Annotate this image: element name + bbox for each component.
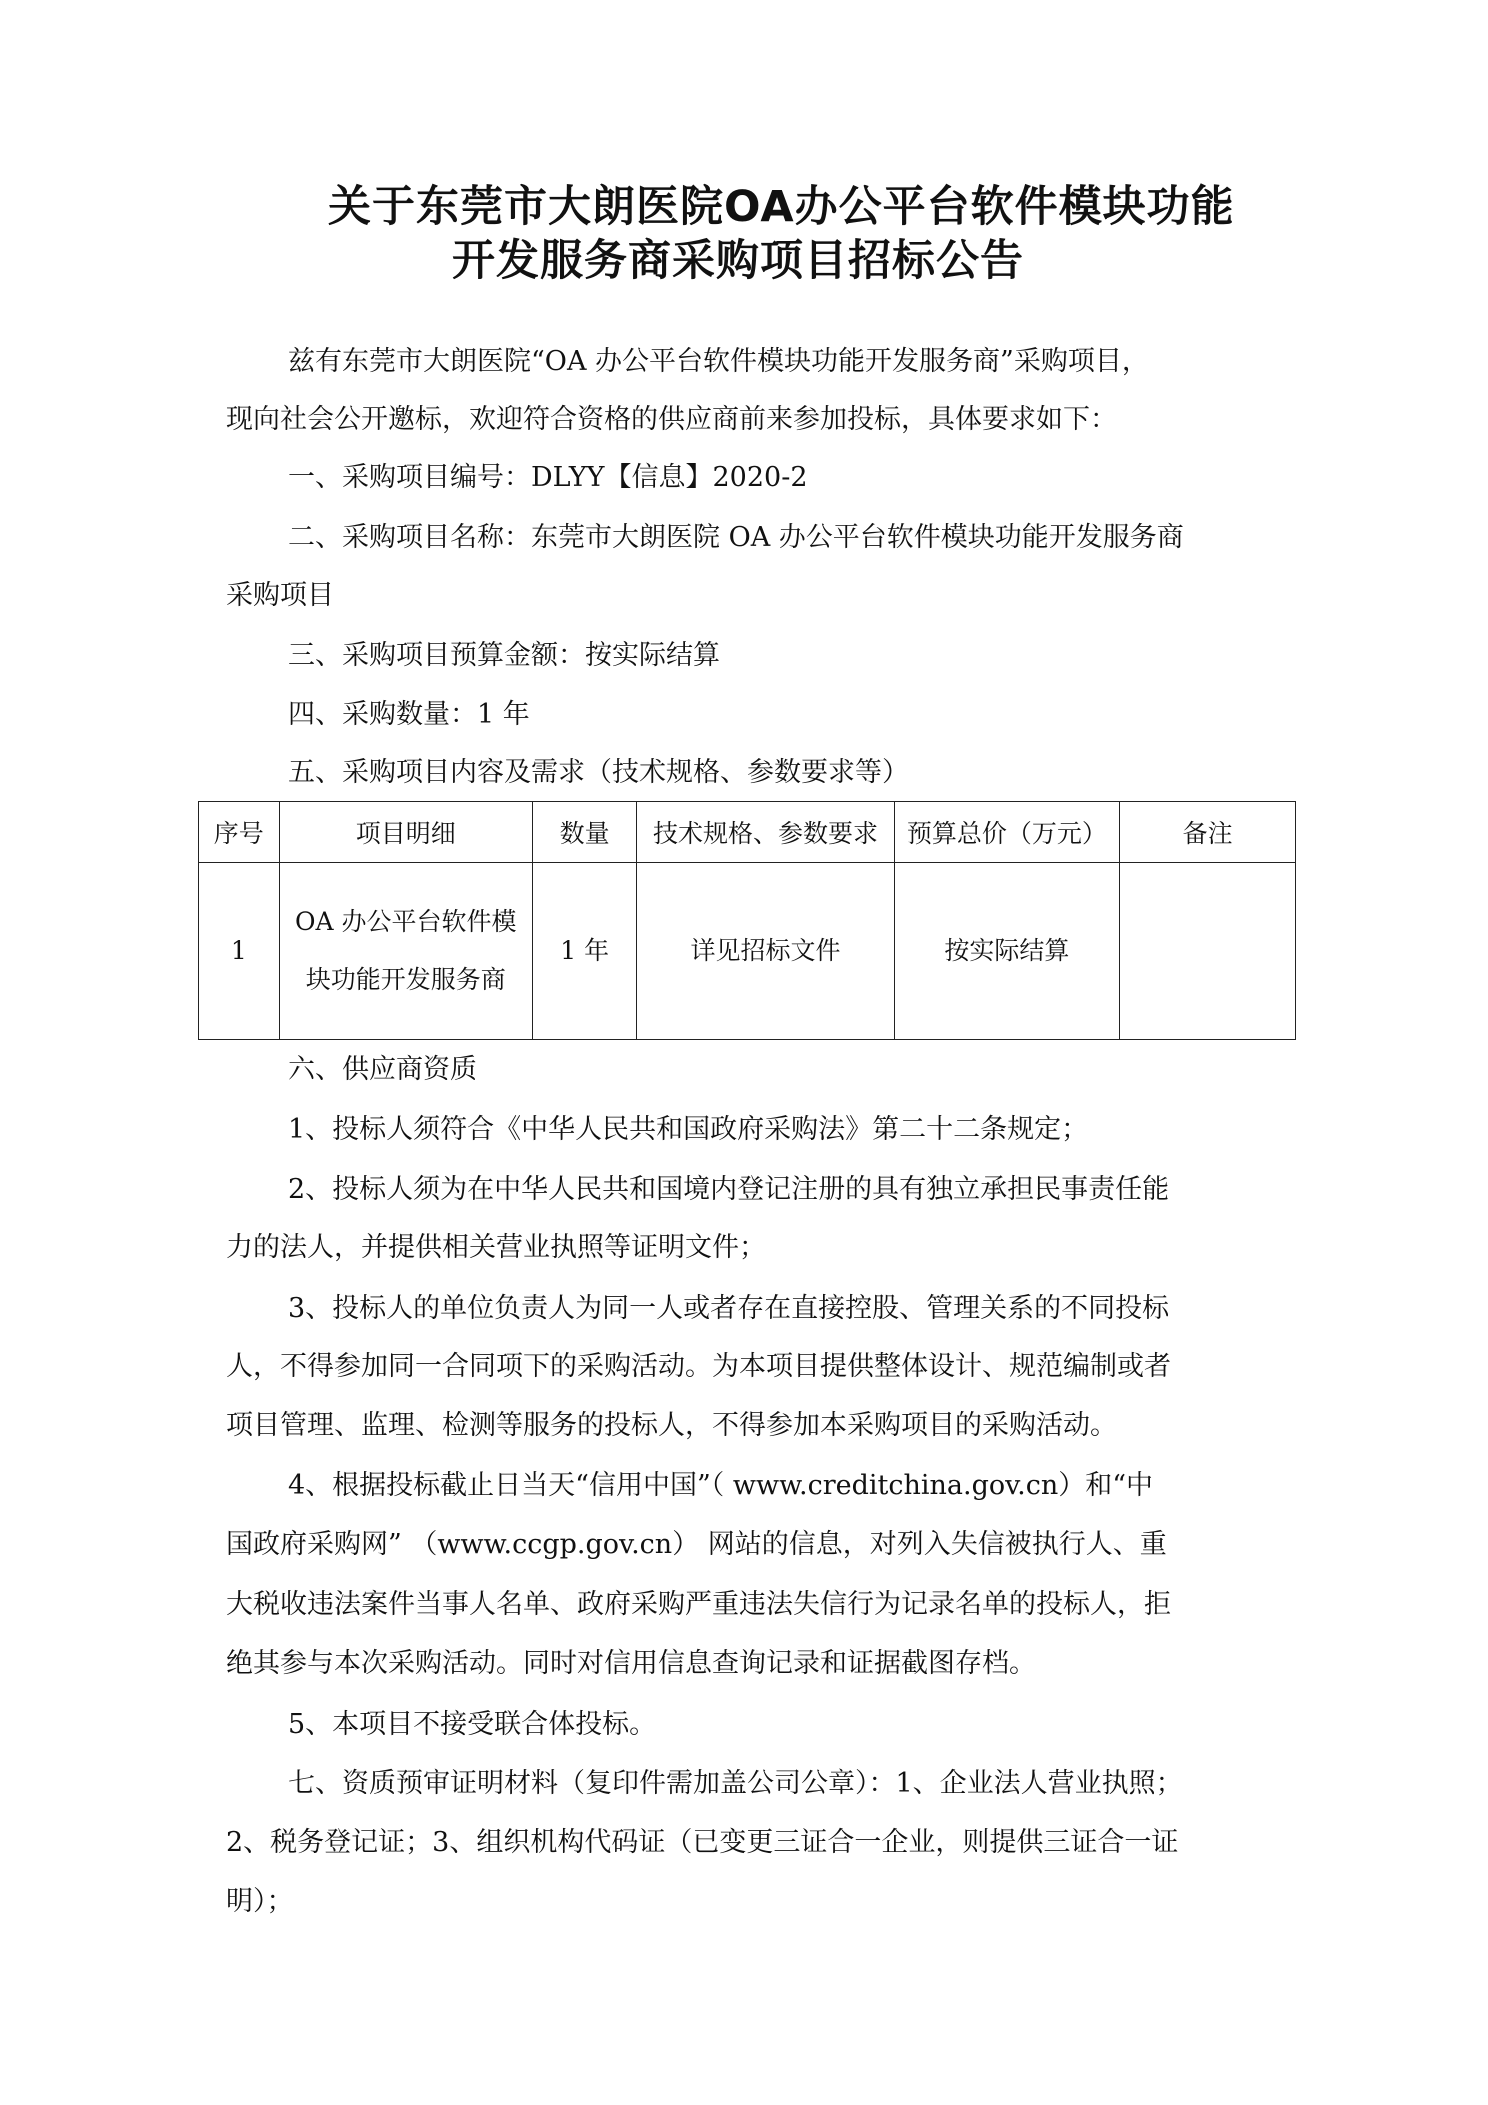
header-cell: 备注 xyxy=(1120,802,1296,863)
qualification-3-line1: 3、投标人的单位负责人为同一人或者存在直接控股、管理关系的不同投标 xyxy=(288,1293,1170,1324)
table-header-row xyxy=(199,802,1296,863)
item-seven-line2: 2、税务登记证；3、组织机构代码证（已变更三证合一企业，则提供三证合一证 xyxy=(226,1827,1179,1858)
item-one: 一、采购项目编号：DLYY【信息】2020-2 xyxy=(288,462,808,493)
row-budget-cell: 按实际结算 xyxy=(894,863,1120,1040)
row-quantity-cell: 1 年 xyxy=(533,863,637,1040)
requirements-table xyxy=(198,801,1296,1040)
document-title-line2: 开发服务商采购项目招标公告 xyxy=(452,236,1024,286)
document-title-line1: 关于东莞市大朗医院OA办公平台软件模块功能 xyxy=(328,182,1235,232)
intro-line1: 兹有东莞市大朗医院“OA 办公平台软件模块功能开发服务商”采购项目， xyxy=(288,346,1149,377)
item-two-line1: 二、采购项目名称：东莞市大朗医院 OA 办公平台软件模块功能开发服务商 xyxy=(288,522,1184,553)
qualification-4-line4: 绝其参与本次采购活动。同时对信用信息查询记录和证据截图存档。 xyxy=(226,1648,1036,1679)
row-note-cell xyxy=(1120,863,1296,1040)
qualification-4-line2: 国政府采购网” （www.ccgp.gov.cn） 网站的信息，对列入失信被执行人、重 xyxy=(226,1529,1167,1560)
qualification-2-line2: 力的法人，并提供相关营业执照等证明文件； xyxy=(226,1232,766,1263)
item-five: 五、采购项目内容及需求（技术规格、参数要求等） xyxy=(288,757,909,788)
item-two-line2: 采购项目 xyxy=(226,580,334,611)
header-cell: 数量 xyxy=(533,802,637,863)
qualification-4-line3: 大税收违法案件当事人名单、政府采购严重违法失信行为记录名单的投标人，拒 xyxy=(226,1589,1171,1620)
header-cell: 技术规格、参数要求 xyxy=(637,802,894,863)
qualification-3-line2: 人，不得参加同一合同项下的采购活动。为本项目提供整体设计、规范编制或者 xyxy=(226,1351,1171,1382)
qualification-4-line1: 4、根据投标截止日当天“信用中国”（ www.creditchina.gov.cn）和“中 xyxy=(288,1470,1154,1501)
item-seven-line3: 明）； xyxy=(226,1886,294,1917)
row-number-cell: 1 xyxy=(199,863,280,1040)
header-cell: 序号 xyxy=(199,802,280,863)
qualification-1: 1、投标人须符合《中华人民共和国政府采购法》第二十二条规定； xyxy=(288,1114,1089,1145)
header-cell: 项目明细 xyxy=(279,802,532,863)
item-four: 四、采购数量：1 年 xyxy=(288,699,530,730)
item-seven-line1: 七、资质预审证明材料（复印件需加盖公司公章）：1、企业法人营业执照； xyxy=(288,1768,1183,1799)
table-row xyxy=(199,863,1296,1040)
item-three: 三、采购项目预算金额：按实际结算 xyxy=(288,640,720,671)
item-six: 六、供应商资质 xyxy=(288,1054,477,1085)
row-spec-cell: 详见招标文件 xyxy=(637,863,894,1040)
qualification-2-line1: 2、投标人须为在中华人民共和国境内登记注册的具有独立承担民事责任能 xyxy=(288,1174,1170,1205)
header-cell: 预算总价（万元） xyxy=(894,802,1120,863)
qualification-5: 5、本项目不接受联合体投标。 xyxy=(288,1709,657,1740)
qualification-3-line3: 项目管理、监理、检测等服务的投标人，不得参加本采购项目的采购活动。 xyxy=(226,1410,1117,1441)
row-detail-cell: OA 办公平台软件模块功能开发服务商 xyxy=(279,863,532,1040)
intro-line2: 现向社会公开邀标，欢迎符合资格的供应商前来参加投标，具体要求如下： xyxy=(226,404,1117,435)
